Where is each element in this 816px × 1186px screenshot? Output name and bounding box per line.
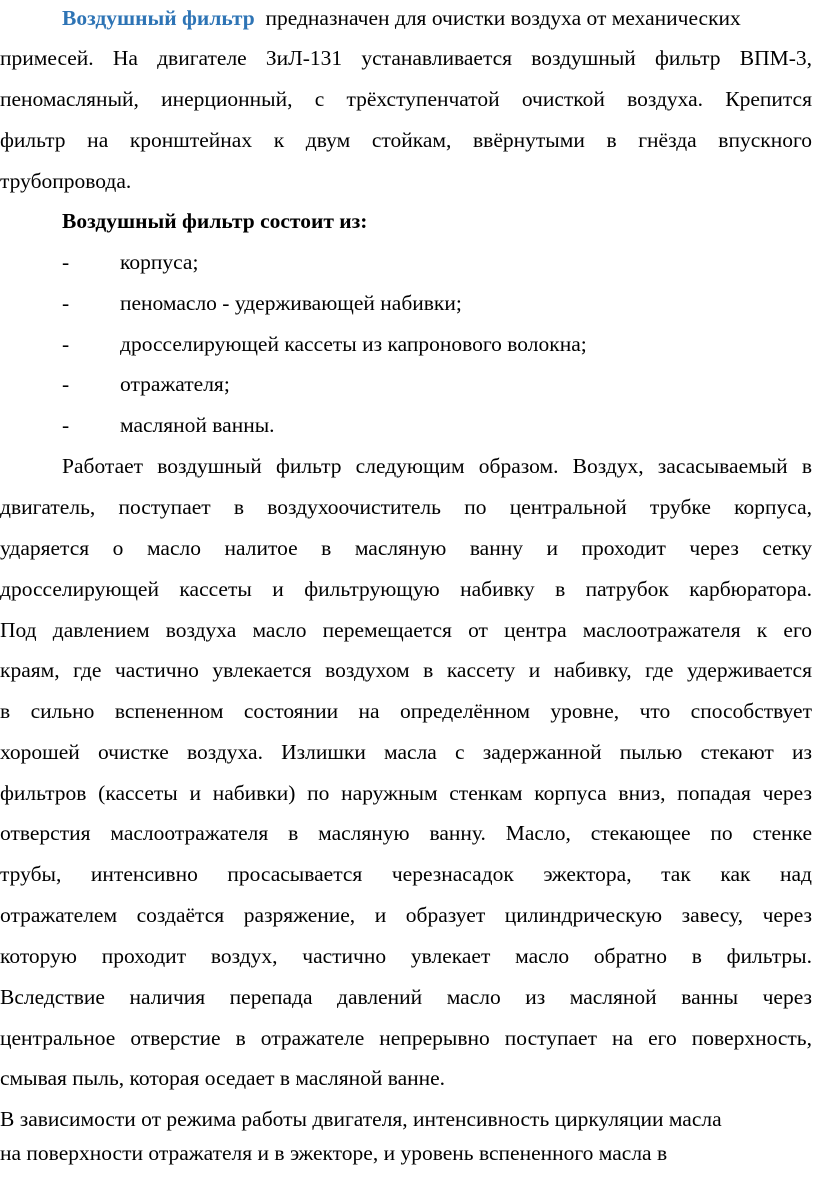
text-line: смывая пыль, которая оседает в масляной ванне. [0,1066,446,1090]
paragraph-operation-line [0,984,812,1010]
list-bullet: - [62,372,70,396]
list-bullet: - [62,332,70,356]
paragraph-operation-line [0,698,812,724]
paragraph-operation-line [62,453,812,479]
paragraph-intro-line-5: трубопровода. [0,169,132,193]
text-line: Под давлением воздуха масло перемещается от центра маслоотражателя к его [0,618,812,642]
text-line: которую проходит воздух, частично увлекает масло обратно в фильтры. [0,944,812,968]
paragraph-intro-line-3 [0,86,812,112]
composition-title: Воздушный фильтр состоит из: [62,209,368,233]
text-line: ударяется о масло налитое в масляную ванну и проходит через сетку [0,536,812,560]
paragraph-intro-line-4 [0,127,812,153]
paragraph-intro-line-2 [0,45,812,71]
text-line: хорошей очистке воздуха. Излишки масла с задержанной пылью стекают из [0,740,812,764]
paragraph-operation-line [0,657,812,683]
text-line: отражателем создаётся разряжение, и образует цилиндрическую завесу, через [0,903,812,927]
paragraph-operation-line [0,739,812,765]
paragraph-operation-line [0,902,812,928]
paragraph-operation-line [0,535,812,561]
list-bullet: - [62,413,70,437]
paragraph-operation-line [0,494,812,520]
text-line: пеномасляный, инерционный, с трёхступенчатой очисткой воздуха. Крепится [0,87,812,111]
text-line: краям, где частично увлекается воздухом в кассету и набивку, где удерживается [0,658,812,682]
paragraph-operation-line [0,820,812,846]
text-line: дросселирующей кассеты и фильтрующую набивку в патрубок карбюратора. [0,577,812,601]
paragraph-operation-line [0,1025,812,1051]
text-line: примесей. На двигателе ЗиЛ-131 устанавливается воздушный фильтр ВПМ-3, [0,46,812,70]
text-line: центральное отверстие в отражателе непрерывно поступает на его поверхность, [0,1026,812,1050]
paragraph-operation-line [0,943,812,969]
paragraph-operation-line [0,780,812,806]
paragraph-intro-text: предназначен для очистки воздуха от механических [265,6,741,30]
list-item: корпуса; [120,250,199,274]
paragraph-modes-line: на поверхности отражателя и в эжекторе, и уровень вспененного масла в [0,1141,668,1165]
list-bullet: - [62,291,70,315]
list-bullet: - [62,250,70,274]
text-line: двигатель, поступает в воздухоочиститель по центральной трубке корпуса, [0,495,812,519]
heading-air-filter: Воздушный фильтр [62,6,255,30]
text-line: Работает воздушный фильтр следующим образом. Воздух, засасываемый в [62,454,812,478]
paragraph-operation-line [0,617,812,643]
paragraph-operation-line [0,861,812,887]
text-line: в сильно вспененном состоянии на определённом уровне, что способствует [0,699,812,723]
text-line: Вследствие наличия перепада давлений масло из масляной ванны через [0,985,812,1009]
list-item: пеномасло - удерживающей набивки; [120,291,462,315]
paragraph-operation-line [0,1065,812,1091]
paragraph-operation-line [0,576,812,602]
list-item: дросселирующей кассеты из капронового волокна; [120,332,587,356]
text-line: отверстия маслоотражателя в масляную ванну. Масло, стекающее по стенке [0,821,812,845]
text-line: фильтр на кронштейнах к двум стойкам, ввёрнутыми в гнёзда впускного [0,128,812,152]
paragraph-intro-line-1 [62,5,741,31]
text-line: фильтров (кассеты и набивки) по наружным стенкам корпуса вниз, попадая через [0,781,812,805]
text-line: трубы, интенсивно просасывается черезнасадок эжектора, так как над [0,862,812,886]
list-item: масляной ванны. [120,413,275,437]
paragraph-modes-line: В зависимости от режима работы двигателя, интенсивность циркуляции масла [0,1107,722,1131]
list-item: отражателя; [120,372,230,396]
